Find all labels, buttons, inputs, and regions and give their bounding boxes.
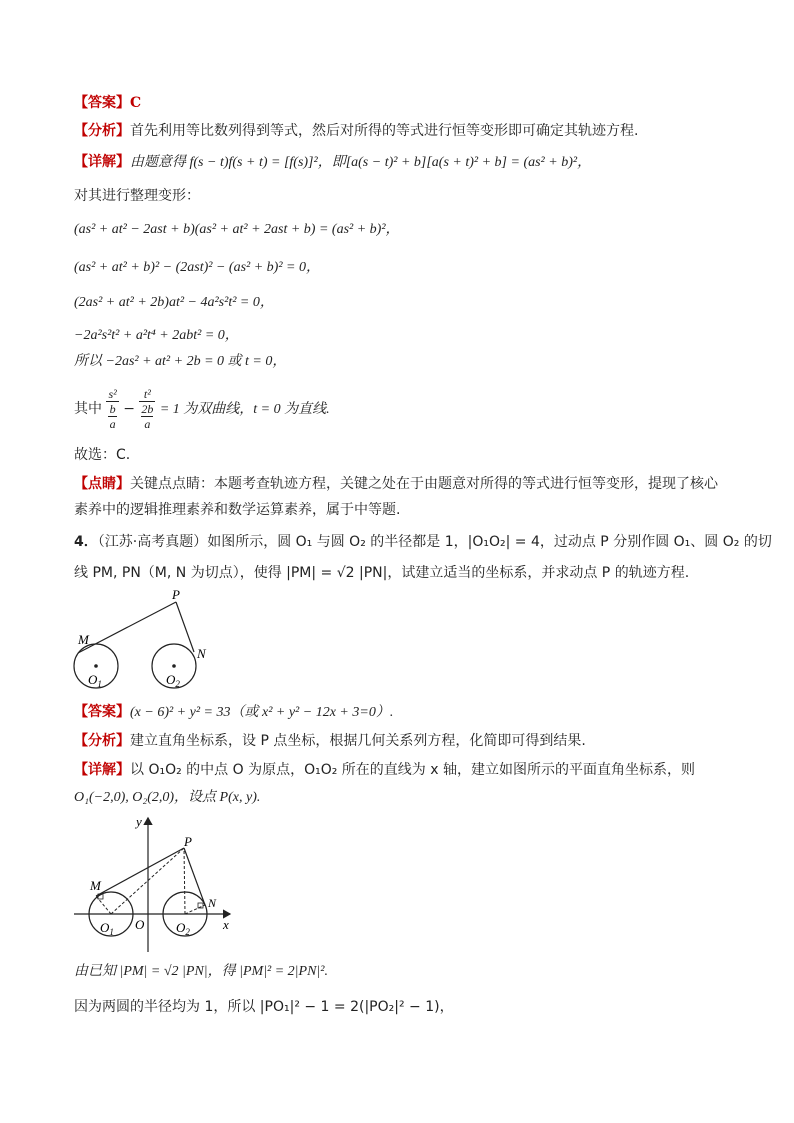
equation-6: 其中 s² b a − t² 2b a = 1 为双曲线，t = 0 为直线.: [74, 387, 330, 431]
center-o1: [94, 664, 98, 668]
eq6-suffix: = 1 为双曲线，t = 0 为直线.: [159, 402, 330, 417]
answer-value: C: [130, 95, 142, 111]
stem-line-2: 线 PM, PN（M, N 为切点），使得 |PM| = √2 |PN|，试建立适当的坐标系，并求动点 P 的轨迹方程.: [74, 565, 690, 581]
label-m: M: [78, 632, 89, 647]
label-o1: $O_1$: [100, 920, 114, 937]
question-number: 4．: [74, 534, 98, 550]
eq6-frac1-den-top: b: [109, 402, 116, 416]
analysis-text: 建立直角坐标系，设 P 点坐标，根据几何关系列方程，化简即可得到结果.: [130, 733, 586, 749]
label-o2: $O_2$: [166, 672, 180, 689]
label-x: x: [223, 917, 229, 932]
eq6-frac2-den-bot: a: [144, 417, 151, 431]
detail-line-1: 以 O₁O₂ 的中点 O 为原点，O₁O₂ 所在的直线为 x 轴，建立如图所示的平面直角坐标系，则: [130, 762, 695, 778]
eq6-prefix: 其中: [74, 401, 102, 417]
label-o1: $O_1$: [88, 672, 102, 689]
label-p: P: [172, 588, 180, 602]
choose-text: 故选：C.: [74, 447, 131, 463]
tangent-pm: [96, 848, 184, 896]
q4-detail-row: [74, 760, 695, 780]
question-source: （江苏·高考真题）: [97, 534, 208, 550]
equation-3: (2as² + at² + 2b)at² − 4a²s²t² = 0，: [74, 295, 274, 310]
q3-analysis-row: [74, 121, 638, 141]
tangent-pm: [78, 602, 176, 653]
answer-tag: 【答案】: [74, 704, 130, 720]
q4-stem-row-1: [74, 532, 772, 552]
q4-analysis-row: [74, 731, 586, 751]
figure-coordinate-system: [72, 812, 242, 957]
eq6-fraction-1: [106, 387, 118, 431]
label-o2: $O_2$: [176, 920, 190, 937]
center-o2: [172, 664, 176, 668]
equation-2: (as² + at² + b)² − (2ast)² − (as² + b)² = 0，: [74, 260, 320, 275]
label-y: y: [136, 814, 142, 829]
equation-4: −2a²s²t² + a²t⁴ + 2abt² = 0，: [74, 328, 239, 343]
q4-answer-row: [74, 702, 393, 723]
radius-line: 因为两圆的半径均为 1，所以 |PO₁|² − 1 = 2(|PO₂|² − 1)，: [74, 999, 454, 1015]
comment-tag: 【点睛】: [74, 476, 130, 492]
detail-text: 由题意得 f(s − t)f(s + t) = [f(s)]²，即[a(s − t)² + b][a(s + t)² + b] = (as² + b)²，: [130, 155, 592, 170]
q3-comment-row: [74, 474, 718, 494]
analysis-tag: 【分析】: [74, 123, 130, 139]
detail-line-2: O₁(−2,0), O₂(2,0)，设点 P(x, y).: [74, 790, 261, 805]
eq6-frac1-num: s²: [108, 387, 117, 401]
answer-tag: 【答案】: [74, 95, 130, 111]
analysis-text: 首先利用等比数列得到等式，然后对所得的等式进行恒等变形即可确定其轨迹方程.: [130, 123, 639, 139]
comment-line-1: 关键点点睛：本题考查轨迹方程，关键之处在于由题意对所得的等式进行恒等变形，提现了核心: [130, 476, 718, 492]
q3-detail-row: [74, 152, 591, 173]
label-n: N: [208, 896, 217, 910]
label-m: M: [90, 878, 101, 893]
radius-o2n: [185, 905, 205, 914]
detail-tag: 【详解】: [74, 762, 130, 778]
label-o: O: [135, 917, 145, 932]
tangent-pn: [184, 848, 205, 905]
label-n: N: [197, 646, 206, 661]
eq6-fraction-2: [139, 387, 155, 431]
figure-two-circles: [72, 588, 242, 698]
answer-text: (x − 6)² + y² = 33（或 x² + y² − 12x + 3=0）.: [130, 705, 394, 720]
rearrange-text: 对其进行整理变形：: [74, 188, 200, 204]
detail-tag: 【详解】: [74, 154, 130, 170]
comment-line-2: 素养中的逻辑推理素养和数学运算素养，属于中等题.: [74, 502, 401, 518]
q3-answer-row: [74, 93, 141, 113]
equation-1: (as² + at² − 2ast + b)(as² + at² + 2ast + b) = (as² + b)²，: [74, 222, 400, 237]
segment-po2: [184, 848, 185, 914]
eq6-frac1-den-bot: a: [109, 417, 116, 431]
equation-5: 所以 −2as² + at² + 2b = 0 或 t = 0，: [74, 354, 287, 369]
analysis-tag: 【分析】: [74, 733, 130, 749]
eq6-frac2-den-top: 2b: [141, 402, 154, 416]
label-p: P: [184, 834, 192, 849]
eq6-frac2-num: t²: [139, 387, 155, 402]
known-line: 由已知 |PM| = √2 |PN|，得 |PM|² = 2|PN|².: [74, 964, 328, 979]
stem-line-1: 如图所示，圆 O₁ 与圆 O₂ 的半径都是 1，|O₁O₂| = 4，过动点 P 分别作圆 O₁、圆 O₂ 的切: [207, 534, 772, 550]
